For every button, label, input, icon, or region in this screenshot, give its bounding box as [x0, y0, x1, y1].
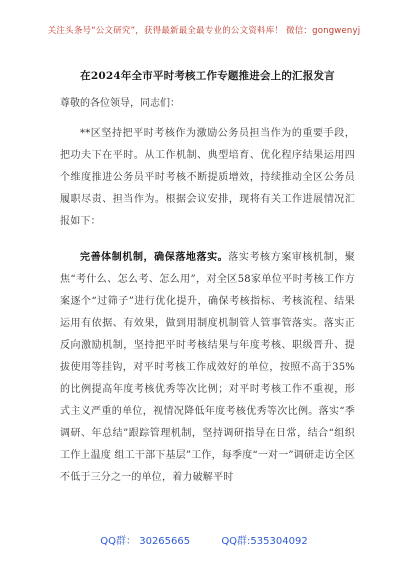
paragraph-lead: 完善体制机制，确保落地落实。	[80, 252, 229, 263]
paragraph-body: 落实考核方案审核机制，聚焦“考什么、怎么考、怎么用”，对全区58家单位平时考核工作方案逐个“过筛子”进行优化提升，确保考核指标、考核流程、结果运用有依据、有效果，做到用制度机制管人管事管落实。落实正反向激励机制，坚持把平时考核结果与年度考核、职级晋升、提拔使用等挂钩，对平时考核工作成效好的单位，按照不高于35%的比例提高年度考核优秀等次比例；对平时考核工作不重视，形式主义严重的单位，视情况降低年度考核优秀等次比例。落实“季调研、年总结”跟踪管理机制，坚持调研指导在日常，结合“组织工作上温度 组工干部下基层”工作，每季度“一对一”调研走访全区不低于三分之一的单位，着力破解平时	[60, 252, 355, 483]
document-title: 在2024年全市平时考核工作专题推进会上的汇报发言	[80, 70, 335, 82]
footer	[0, 532, 408, 547]
top-banner: 关注头条号“公文研究”，获得最新最全最专业的公文资料库！ 微信：gongwenyj	[47, 26, 361, 36]
paragraph-intro: **区坚持把平时考核作为激励公务员担当作为的重要手段，把功夫下在平时。从工作机制、典型培育、优化程序结果运用四个维度推进公务员平时考核不断提质增效，持续推动全区公务员履职尽责、担当作为。根据会议安排，现将有关工作进展情况汇报如下：	[60, 128, 355, 227]
qq-group-1: QQ群： 30265665	[100, 536, 191, 547]
paragraph-mechanism	[60, 247, 355, 489]
document-body	[60, 60, 355, 489]
greeting: 尊敬的各位领导，同志们：	[60, 98, 180, 109]
qq-group-2: QQ群:535304092	[221, 536, 308, 547]
